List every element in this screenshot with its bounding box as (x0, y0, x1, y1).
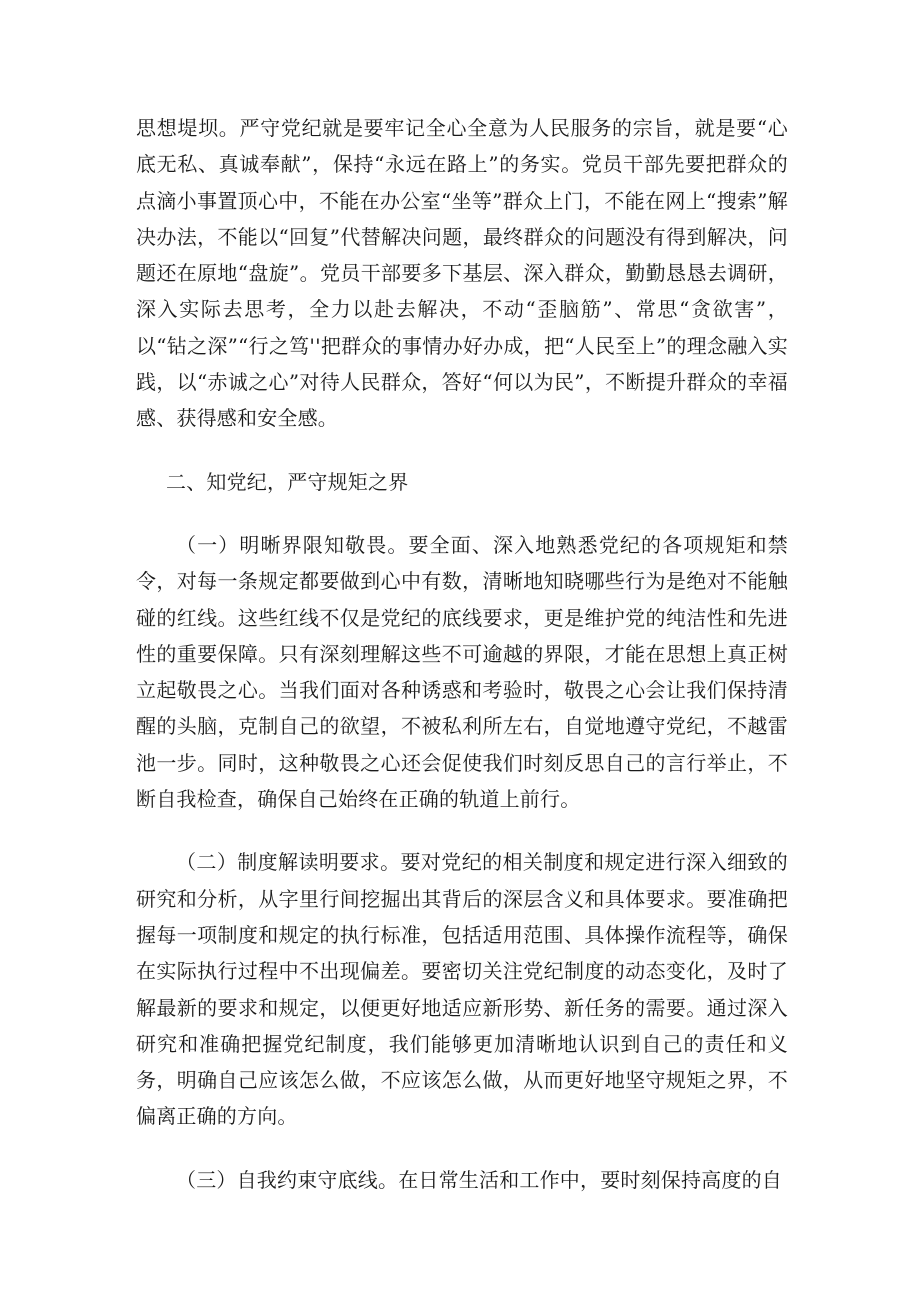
paragraph-3: （二）制度解读明要求。要对党纪的相关制度和规定进行深入细致的研究和分析，从字里行间挖掘出其背后的深层含义和具体要求。要准确把握每一项制度和规定的执行标准，包括适用范围、具体操作流程等，确保在实际执行过程中不出现偏差。要密切关注党纪制度的动态变化，及时了解最新的要求和规定，以便更好地适应新形势、新任务的需要。通过深入研究和准确把握党纪制度，我们能够更加清晰地认识到自己的责任和义务，明确自己应该怎么做，不应该怎么做，从而更好地坚守规矩之界，不偏离正确的方向。 (136, 850, 788, 1129)
paragraph-2: （一）明晰界限知敬畏。要全面、深入地熟悉党纪的各项规矩和禁令，对每一条规定都要做到心中有数，清晰地知晓哪些行为是绝对不能触碰的红线。这些红线不仅是党纪的底线要求，更是维护党的纯洁性和先进性的重要保障。只有深刻理解这些不可逾越的界限，才能在思想上真正树立起敬畏之心。当我们面对各种诱惑和考验时，敬畏之心会让我们保持清醒的头脑，克制自己的欲望，不被私利所左右，自觉地遵守党纪，不越雷池一步。同时，这种敬畏之心还会促使我们时刻反思自己的言行举止，不断自我检查，确保自己始终在正确的轨道上前行。 (136, 532, 788, 812)
paragraph-1: 思想堤坝。严守党纪就是要牢记全心全意为人民服务的宗旨，就是要“心底无私、真诚奉献”，保持“永远在路上”的务实。党员干部先要把群众的点滴小事置顶心中，不能在办公室“坐等”群众上门，不能在网上“搜索”解决办法，不能以“回复”代替解决问题，最终群众的问题没有得到解决，问题还在原地“盘旋”。党员干部要多下基层、深入群众，勤勤恳恳去调研，深入实际去思考，全力以赴去解决，不动“歪脑筋”、常思“贪欲害”，以“钻之深”“行之笃''把群众的事情办好办成，把“人民至上”的理念融入实践，以“赤诚之心”对待人民群众，答好“何以为民”，不断提升群众的幸福感、获得感和安全感。 (136, 116, 788, 431)
section-heading: 二、知党纪，严守规矩之界 (166, 469, 409, 494)
paragraph-4: （三）自我约束守底线。在日常生活和工作中，要时刻保持高度的自 (176, 1167, 782, 1192)
document-body (136, 110, 788, 1198)
